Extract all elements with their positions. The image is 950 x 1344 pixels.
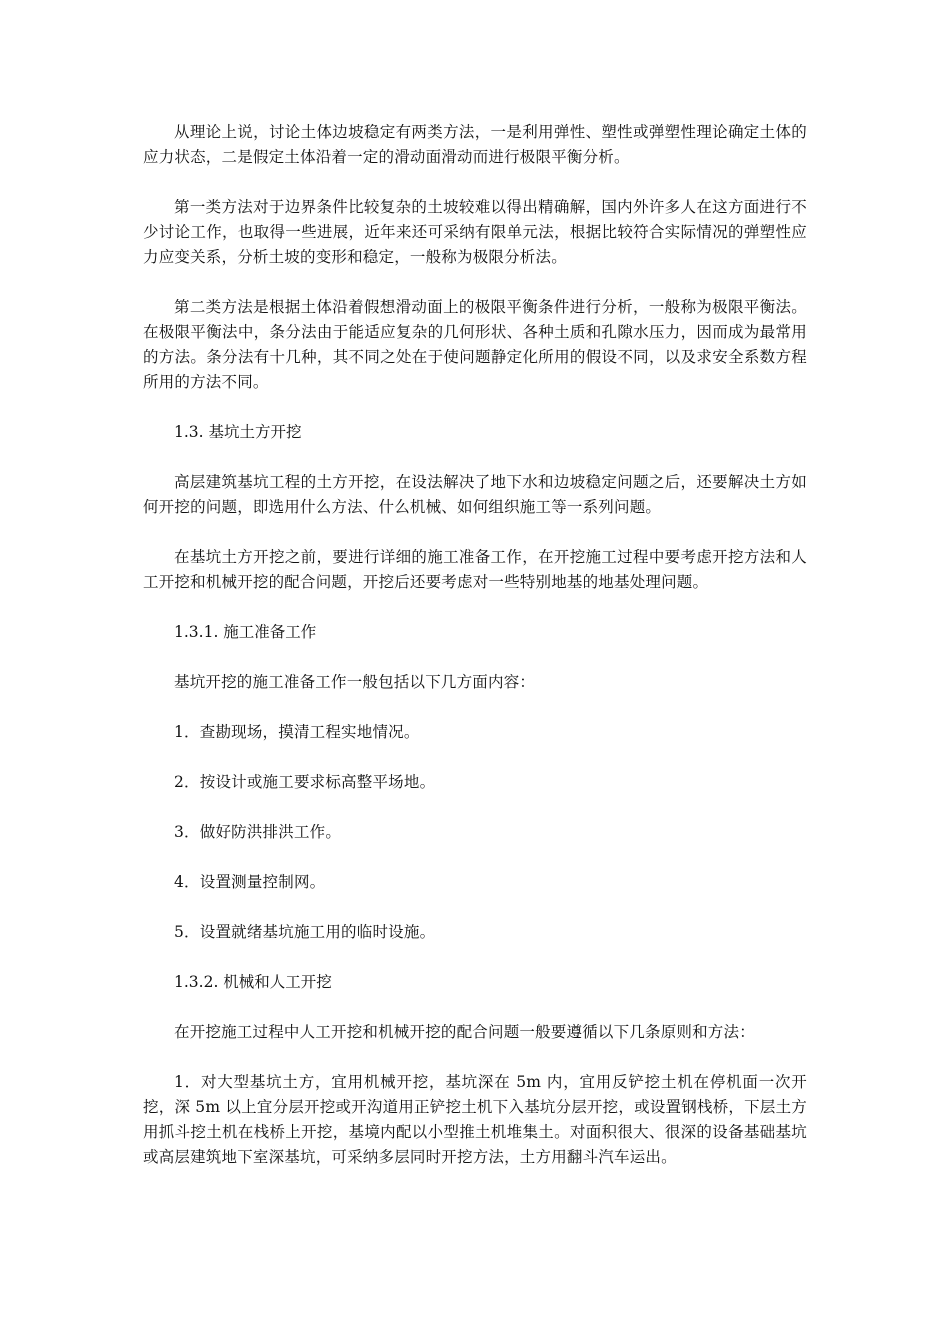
- paragraph-large-pit-method: 1．对大型基坑土方，宜用机械开挖，基坑深在 5m 内，宜用反铲挖土机在停机面一次开挖，深 5m 以上宜分层开挖或开沟道用正铲挖土机下入基坑分层开挖，或设置钢栈桥，下层土方用抓斗挖土机在栈桥上开挖，基境内配以小型推土机堆集土。对面积很大、很深的设备基础基坑或高层建筑地下室深基坑，可采纳多层同时开挖方法，土方用翻斗汽车运出。: [143, 1073, 807, 1166]
- section-heading-1-3-2: 1.3.2. 机械和人工开挖: [174, 973, 332, 991]
- paragraph-excavation-intro: 高层建筑基坑工程的土方开挖，在设法解决了地下水和边坡稳定问题之后，还要解决土方如何开挖的问题，即选用什么方法、什么机械、如何组织施工等一系列问题。: [143, 473, 807, 516]
- paragraph-excavation-prep: 在基坑土方开挖之前，要进行详细的施工准备工作，在开挖施工过程中要考虑开挖方法和人工开挖和机械开挖的配合问题，开挖后还要考虑对一些特别地基的地基处理问题。: [143, 548, 807, 591]
- section-heading-1-3-1: 1.3.1. 施工准备工作: [174, 623, 317, 641]
- list-item-2: 2．按设计或施工要求标高整平场地。: [174, 773, 436, 791]
- list-item-4: 4．设置测量控制网。: [174, 873, 326, 891]
- paragraph-limit-analysis: 第一类方法对于边界条件比较复杂的土坡较难以得出精确解，国内外许多人在这方面进行不少讨论工作，也取得一些进展，近年来还可采纳有限单元法，根据比较符合实际情况的弹塑性应力应变关系，分析土坡的变形和稳定，一般称为极限分析法。: [143, 198, 807, 266]
- list-item-3: 3．做好防洪排洪工作。: [174, 823, 342, 841]
- list-item-5: 5．设置就绪基坑施工用的临时设施。: [174, 923, 436, 941]
- paragraph-limit-equilibrium: 第二类方法是根据土体沿着假想滑动面上的极限平衡条件进行分析，一般称为极限平衡法。在极限平衡法中，条分法由于能适应复杂的几何形状、各种土质和孔隙水压力，因而成为最常用的方法。条分法有十几种，其不同之处在于使问题静定化所用的假设不同，以及求安全系数方程所用的方法不同。: [143, 298, 807, 391]
- section-heading-1-3: 1.3. 基坑土方开挖: [174, 423, 302, 441]
- document-page: [143, 120, 807, 1195]
- paragraph-digging-principles: 在开挖施工过程中人工开挖和机械开挖的配合问题一般要遵循以下几条原则和方法：: [174, 1023, 755, 1041]
- paragraph-slope-methods: 从理论上说，讨论土体边坡稳定有两类方法，一是利用弹性、塑性或弹塑性理论确定土体的应力状态，二是假定土体沿着一定的滑动面滑动而进行极限平衡分析。: [143, 123, 807, 166]
- paragraph-prep-contents: 基坑开挖的施工准备工作一般包括以下几方面内容：: [174, 673, 536, 691]
- list-item-1: 1．查勘现场，摸清工程实地情况。: [174, 723, 420, 741]
